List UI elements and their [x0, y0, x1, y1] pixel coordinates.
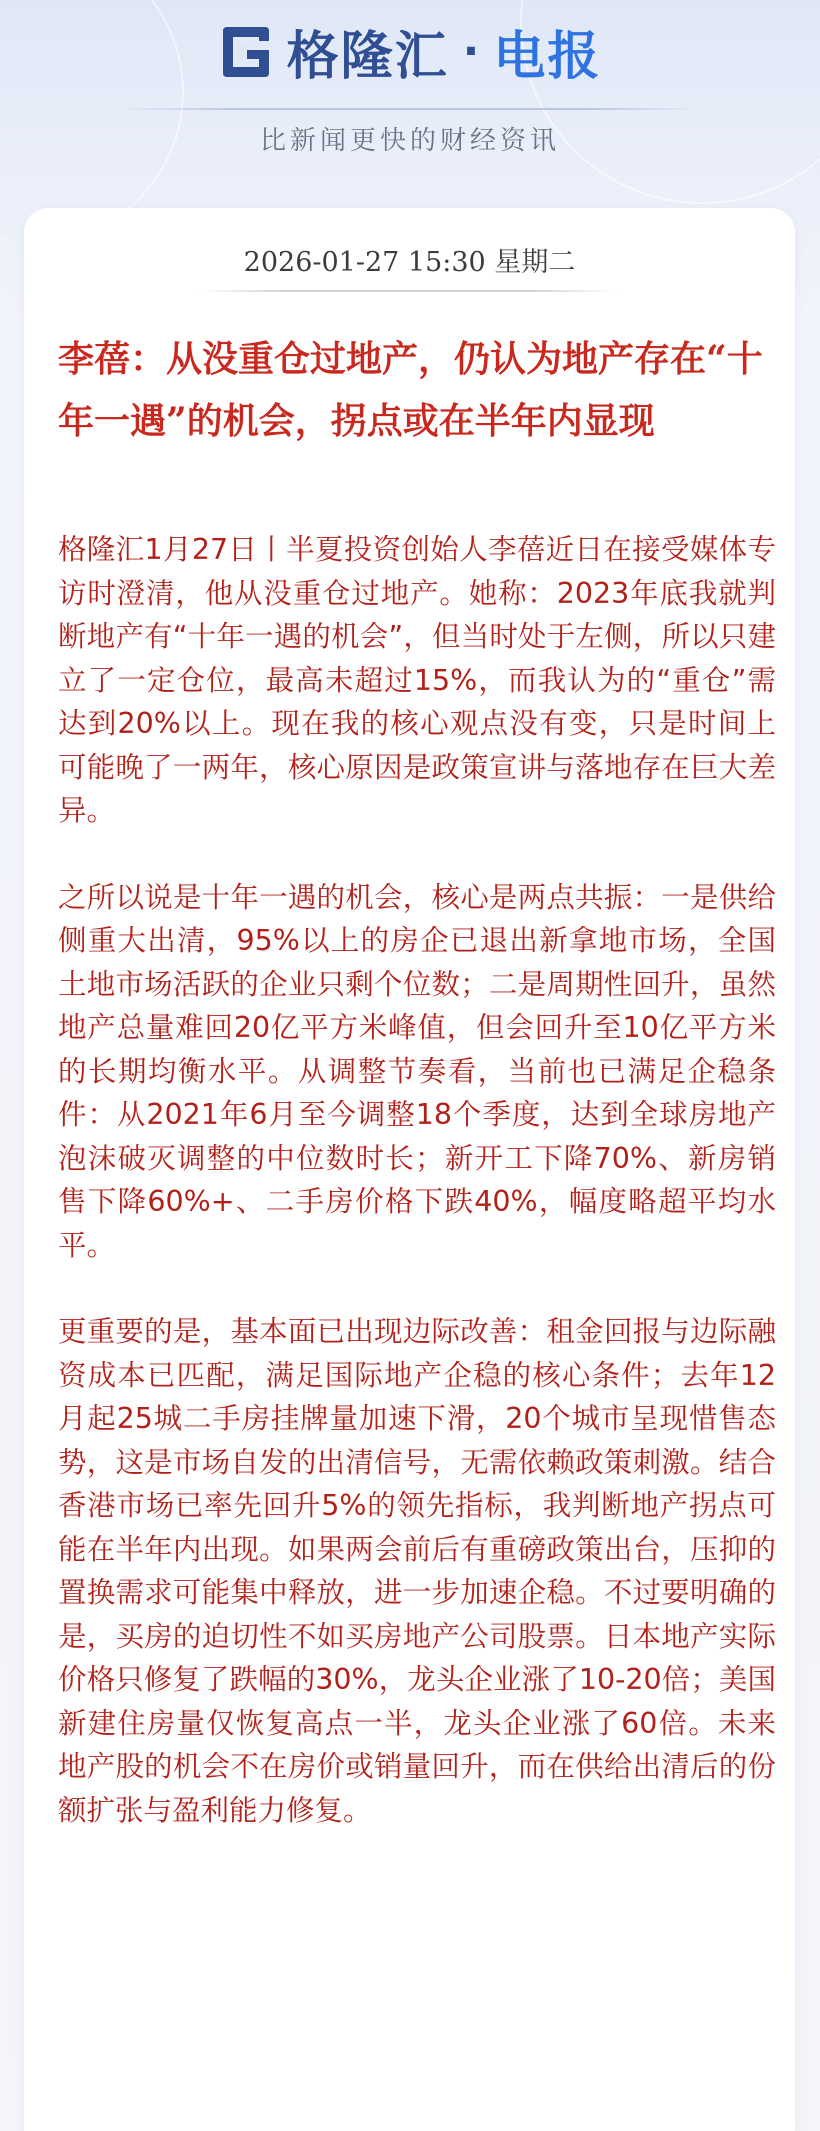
gelonghui-g-logo-icon [219, 23, 273, 81]
tagline: 比新闻更快的财经资讯 [259, 126, 560, 156]
page-header [0, 0, 820, 200]
datetime-divider [198, 290, 618, 292]
channel-name: 电报 [493, 27, 602, 87]
brand-lockup [0, 14, 820, 89]
article-paragraph-3: 更重要的是，基本面已出现边际改善：租金回报与边际融资成本已匹配，满足国际地产企稳的核心条件；去年12月起25城二手房挂牌量加速下滑，20个城市呈现惜售态势，这是市场自发的出清信号，无需依赖政策刺激。结合香港市场已率先回升5%的领先指标，我判断地产拐点可能在半年内出现。如果两会前后有重磅政策出台，压抑的置换需求可能集中释放，进一步加速企稳。不过要明确的是，买房的迫切性不如买房地产公司股票。日本地产实际价格只修复了跌幅的30%，龙头企业涨了10-20倍；美国新建住房量仅恢复高点一半，龙头企业涨了60倍。未来地产股的机会不在房价或销量回升，而在供给出清后的份额扩张与盈利能力修复。 [58, 1315, 776, 1827]
article-paragraph-1: 格隆汇1月27日丨半夏投资创始人李蓓近日在接受媒体专访时澄清，他从没重仓过地产。她称：2023年底我就判断地产有“十年一遇的机会”，但当时处于左侧，所以只建立了一定仓位，最高未超过15%，而我认为的“重仓”需达到20%以上。现在我的核心观点没有变，只是时间上可能晚了一两年，核心原因是政策宣讲与落地存在巨大差异。 [58, 533, 776, 827]
brand-separator: · [462, 26, 480, 77]
header-divider [120, 108, 700, 110]
article-card [24, 208, 795, 2131]
article-datetime: 2026-01-27 15:30 星期二 [243, 247, 576, 278]
article-title: 李蓓：从没重仓过地产，仍认为地产存在“十年一遇”的机会，拐点或在半年内显现 [58, 338, 763, 442]
article-body [58, 528, 776, 1875]
article-paragraph-2: 之所以说是十年一遇的机会，核心是两点共振：一是供给侧重大出清，95%以上的房企已退出新拿地市场，全国土地市场活跃的企业只剩个位数；二是周期性回升，虽然地产总量难回20亿平方米峰值，但会回升至10亿平方米的长期均衡水平。从调整节奏看，当前也已满足企稳条件：从2021年6月至今调整18个季度，达到全球房地产泡沫破灭调整的中位数时长；新开工下降70%、新房销售下降60%+、二手房价格下跌40%，幅度略超平均水平。 [58, 880, 776, 1262]
brand-name: 格隆汇 [286, 27, 449, 87]
